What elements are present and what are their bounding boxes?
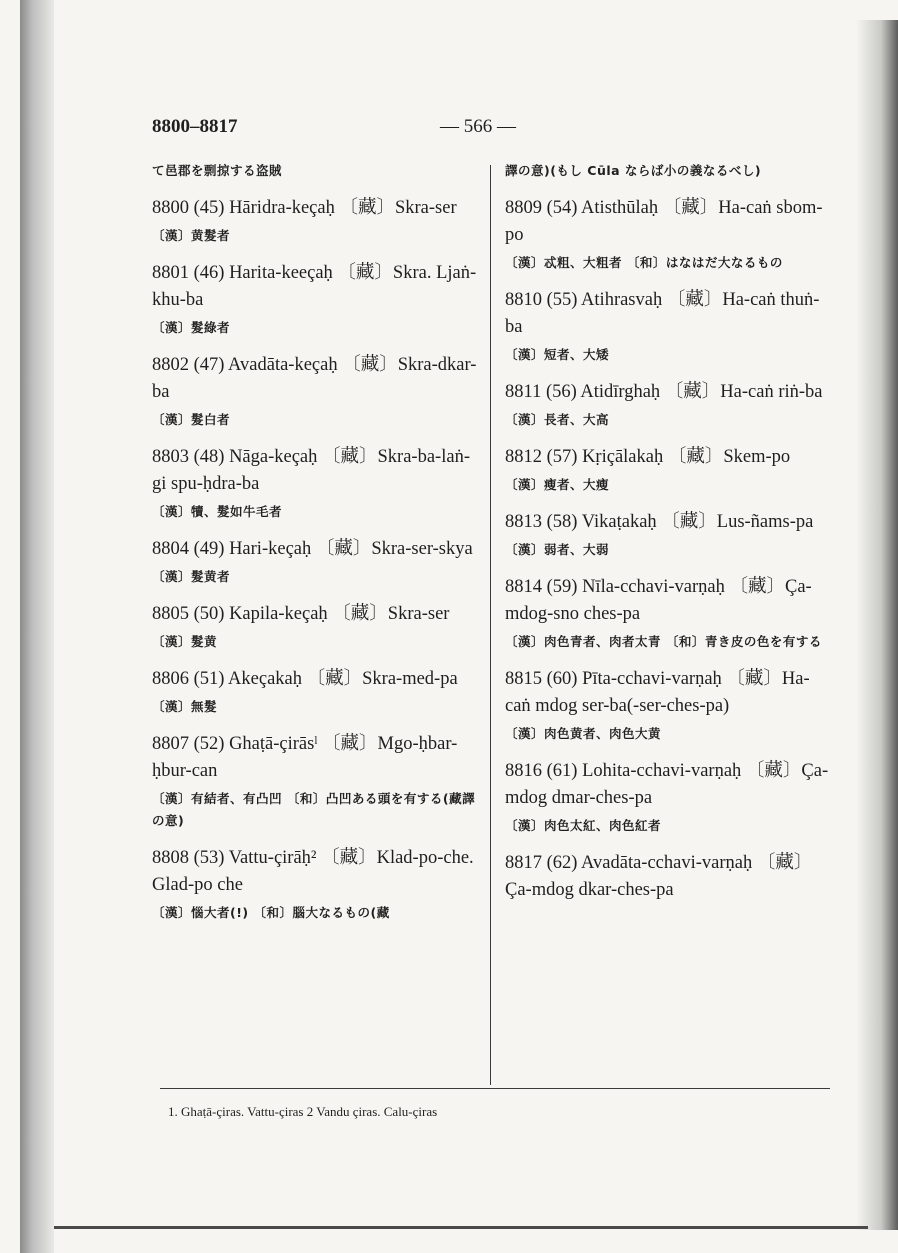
- dictionary-entry: [505, 444, 831, 496]
- dictionary-entry: [505, 850, 831, 904]
- entry-head: 8801 (46) Harita-keeçaḥ 〔藏〕Skra. Ljaṅ-khu-ba: [152, 263, 477, 310]
- footnote: 1. Ghaṭā-çiras. Vattu-çiras 2 Vandu çiras. Calu-çiras: [168, 1104, 438, 1119]
- dictionary-entry: [152, 731, 482, 832]
- entry-head: 8812 (57) Kṛiçālakaḥ 〔藏〕Skem-po: [505, 447, 791, 467]
- page-edge-shadow: [856, 20, 898, 1230]
- entry-gloss: 〔漢〕短者、大矮: [505, 347, 610, 362]
- entry-gloss: 〔漢〕長者、大高: [505, 412, 610, 427]
- entry-gloss: 〔漢〕有結者、有凸凹 〔和〕凸凹ある頭を有する(藏譯の意): [152, 791, 476, 828]
- entry-gloss: 〔漢〕髮黄者: [152, 569, 231, 584]
- dictionary-entry: [505, 195, 831, 274]
- entry-head: 8802 (47) Avadāta-keçaḥ 〔藏〕Skra-dkar-ba: [152, 355, 477, 402]
- dictionary-entry: [505, 666, 831, 745]
- continuation-text: て邑郡を剽掠する盗賊: [152, 163, 283, 178]
- dictionary-entry: [505, 574, 831, 653]
- dictionary-entry: [505, 758, 831, 837]
- dictionary-entry: [152, 845, 482, 924]
- page-number: — 566 —: [440, 116, 516, 137]
- entry-head: 8800 (45) Hāridra-keçaḥ 〔藏〕Skra-ser: [152, 198, 457, 218]
- dictionary-entry: [152, 536, 482, 588]
- entry-head: 8815 (60) Pīta-cchavi-varṇaḥ 〔藏〕Ha-caṅ mdog ser-ba(-ser-ches-pa): [505, 669, 810, 716]
- entry-head: 8807 (52) Ghaṭā-çirāsˡ 〔藏〕Mgo-ḥbar-ḥbur-can: [152, 734, 458, 781]
- entry-gloss: 〔漢〕髮白者: [152, 412, 231, 427]
- entry-gloss: 〔漢〕髮綠者: [152, 320, 231, 335]
- right-column: [505, 160, 831, 917]
- entry-gloss: 〔漢〕肉色黄者、肉色大黄: [505, 726, 662, 741]
- entry-head: 8804 (49) Hari-keçaḥ 〔藏〕Skra-ser-skya: [152, 539, 473, 559]
- dictionary-entry: [152, 195, 482, 247]
- continuation-text: 譯の意)(もし Cūla ならば小の義なるべし): [505, 163, 762, 178]
- entry-gloss: 〔漢〕瘦者、大瘦: [505, 477, 610, 492]
- book-spine-shadow: [20, 0, 54, 1253]
- entry-head: 8803 (48) Nāga-keçaḥ 〔藏〕Skra-ba-laṅ-gi spu-ḥdra-ba: [152, 447, 470, 494]
- column-divider: [490, 165, 491, 1085]
- entry-head: 8805 (50) Kapila-keçaḥ 〔藏〕Skra-ser: [152, 604, 450, 624]
- page-bottom-edge: [54, 1226, 868, 1229]
- entry-gloss: 〔漢〕惱大者(!) 〔和〕腦大なるもの(藏: [152, 905, 390, 920]
- entry-head: 8814 (59) Nīla-cchavi-varṇaḥ 〔藏〕Ça-mdog-sno ches-pa: [505, 577, 812, 624]
- entry-gloss: 〔漢〕髮黄: [152, 634, 218, 649]
- dictionary-entry: [152, 601, 482, 653]
- entry-gloss: 〔漢〕無髮: [152, 699, 218, 714]
- entry-head: 8806 (51) Akeçakaḥ 〔藏〕Skra-med-pa: [152, 669, 458, 689]
- entry-head: 8810 (55) Atihrasvaḥ 〔藏〕Ha-caṅ thuṅ-ba: [505, 290, 820, 337]
- dictionary-entry: [505, 287, 831, 366]
- dictionary-entry: [152, 666, 482, 718]
- entry-head: 8817 (62) Avadāta-cchavi-varṇaḥ 〔藏〕Ça-mdog dkar-ches-pa: [505, 853, 813, 900]
- entry-gloss: 〔漢〕忒粗、大粗者 〔和〕はなはだ大なるもの: [505, 255, 783, 270]
- entry-head: 8816 (61) Lohita-cchavi-varṇaḥ 〔藏〕Ça-mdog dmar-ches-pa: [505, 761, 829, 808]
- entry-head: 8811 (56) Atidīrghaḥ 〔藏〕Ha-caṅ riṅ-ba: [505, 382, 823, 402]
- entry-head: 8808 (53) Vattu-çirāḥ² 〔藏〕Klad-po-che. Glad-po che: [152, 848, 474, 895]
- dictionary-entry: [152, 444, 482, 523]
- dictionary-entry: [505, 509, 831, 561]
- entry-gloss: 〔漢〕犢、髮如牛毛者: [152, 504, 283, 519]
- left-column: [152, 160, 482, 937]
- entry-head: 8813 (58) Vikaṭakaḥ 〔藏〕Lus-ñams-pa: [505, 512, 814, 532]
- dictionary-entry: [152, 352, 482, 431]
- entry-gloss: 〔漢〕肉色太紅、肉色紅者: [505, 818, 662, 833]
- footnote-rule: [160, 1088, 830, 1089]
- dictionary-entry: [152, 260, 482, 339]
- page-range: 8800–8817: [152, 116, 238, 137]
- entry-gloss: 〔漢〕肉色青者、肉者太青 〔和〕青き皮の色を有する: [505, 634, 822, 649]
- entry-head: 8809 (54) Atisthūlaḥ 〔藏〕Ha-caṅ sbom-po: [505, 198, 823, 245]
- entry-gloss: 〔漢〕弱者、大弱: [505, 542, 610, 557]
- dictionary-entry: [505, 379, 831, 431]
- entry-gloss: 〔漢〕黄髮者: [152, 228, 231, 243]
